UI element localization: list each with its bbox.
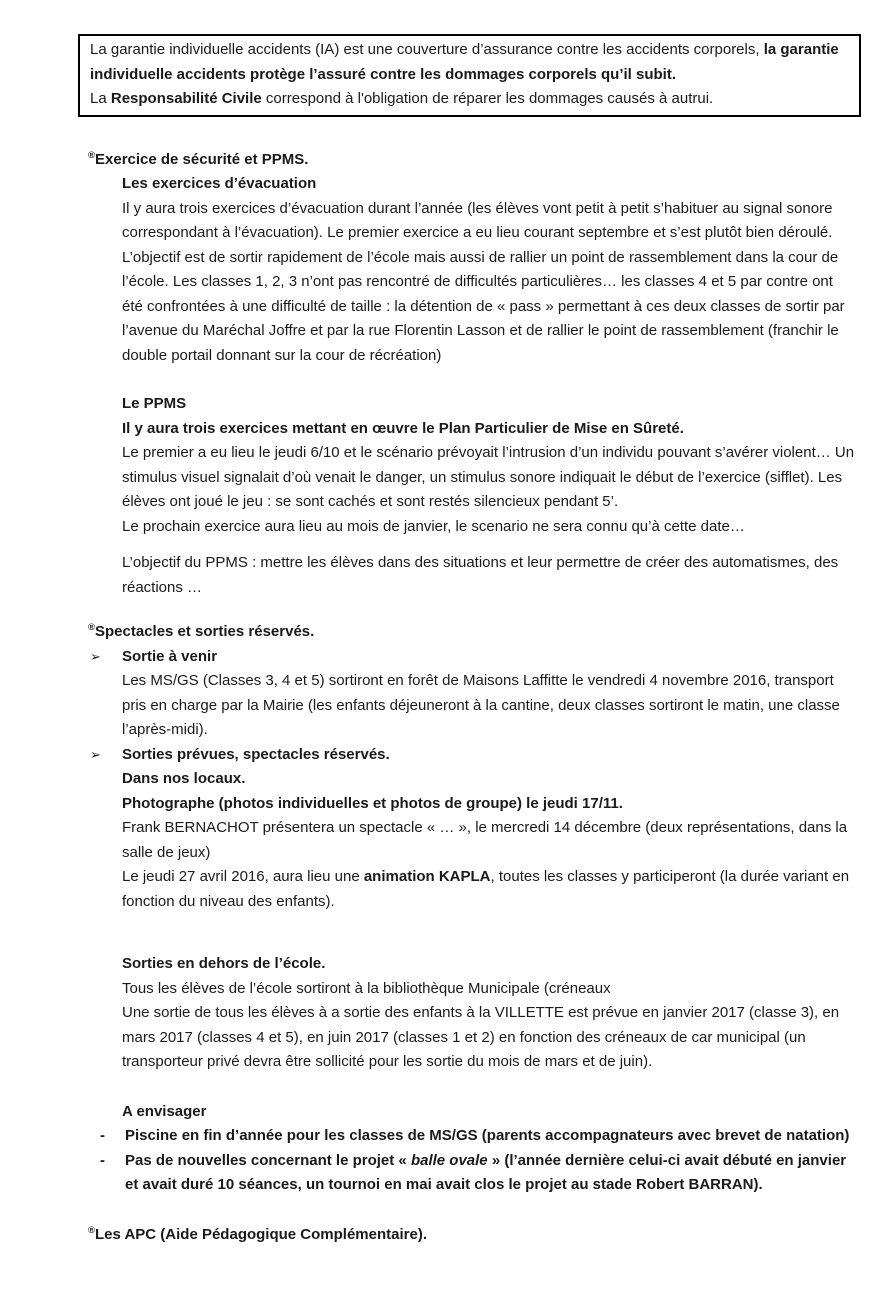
ppms-heading: Le PPMS bbox=[122, 395, 187, 412]
balle-ovale-italic-text: balle ovale bbox=[410, 1151, 488, 1169]
insurance-notice-box bbox=[78, 34, 861, 117]
ppms-next-exercise-line: Le prochain exercice aura lieu au mois de janvier, le scenario ne sera connu qu’à cette date… bbox=[122, 517, 745, 535]
balle-ovale-item bbox=[100, 1149, 856, 1198]
a-envisager-heading: A envisager bbox=[122, 1102, 207, 1120]
villette-paragraph: Une sortie de tous les élèves à a sortie des enfants à la VILLETTE est prévue en janvier 2017 (classe 3), en mars 2017 (classes 4 et 5), en juin 2017 (classes 1 et 2) en fonction des créneaux de car municipal (un transporteur privé devra être sollicité pour les sortie du mois de mars et de juin). bbox=[122, 1004, 840, 1070]
ppms-objective-paragraph: L’objectif du PPMS : mettre les élèves dans des situations et leur permettre de créer des automatismes, des réactions … bbox=[122, 554, 839, 596]
notice-responsabilite-pre-text: La bbox=[90, 90, 111, 107]
arrow-bullet-icon: ➢ bbox=[90, 648, 101, 664]
dans-nos-locaux-heading: Dans nos locaux. bbox=[122, 770, 246, 787]
document-page bbox=[0, 34, 892, 1308]
section-title-apc-label: Les APC (Aide Pédagogique Complémentaire). bbox=[95, 1225, 427, 1243]
arrow-bullet-icon: ➢ bbox=[90, 746, 101, 762]
section-title-security-label: Exercice de sécurité et PPMS. bbox=[95, 150, 309, 168]
balle-ovale-post-text: » (l’année dernière celui-ci avait débuté en janvier et avait duré 10 séances, un tournoi en mai avait clos le projet au stade Robert BARRAN). bbox=[125, 1151, 847, 1193]
notice-responsabilite-post-text: correspond à l'obligation de réparer les dommages causés à autrui. bbox=[261, 90, 714, 107]
kapla-bold-text: animation KAPLA bbox=[363, 868, 491, 885]
registered-bullet-icon: ® bbox=[88, 1224, 95, 1236]
section-title-spectacles bbox=[88, 620, 858, 645]
evacuation-heading: Les exercices d’évacuation bbox=[122, 175, 317, 192]
sortie-a-venir-item bbox=[90, 645, 855, 670]
sortie-a-venir-paragraph: Les MS/GS (Classes 3, 4 et 5) sortiront en forêt de Maisons Laffitte le vendredi 4 novembre 2016, transport pris en charge par la Mairie (les enfants déjeuneront à la cantine, deux classes sortiront le matin, une classe l’après-midi). bbox=[122, 672, 840, 738]
kapla-post-text: , toutes les classes y participeront (la durée variant en fonction du niveau des enfants). bbox=[122, 868, 850, 910]
registered-bullet-icon: ® bbox=[88, 622, 95, 633]
ppms-paragraph: Le premier a eu lieu le jeudi 6/10 et le scénario prévoyait l’intrusion d’un individu pouvant s’avérer violent… Un stimulus visuel signalait d’où venait le danger, un stimulus sonore indiquait le début de l’exercice (sifflet). Les élèves ont joué le jeu : se sont cachés et sont restés silencieux pendant 5’. bbox=[122, 444, 855, 510]
ppms-intro-line: Il y aura trois exercices mettant en œuvre le Plan Particulier de Mise en Sûreté. bbox=[122, 419, 684, 437]
evacuation-paragraph: Il y aura trois exercices d’évacuation durant l’année (les élèves vont petit à petit s’habituer au signal sonore correspondant à l’évacuation). Le premier exercice a eu lieu courant septembre et s’est plutôt bien déroulé. L’objectif est de sortir rapidement de l’école mais aussi de rallier un point de rassemblement dans la cour de l’école. Les classes 1, 2, 3 n’ont pas rencontré de difficultés particulières… les classes 4 et 5 par contre ont été confrontées à une difficulté de taille : la détention de « pass » permettant à ces deux classes de sortir par l’avenue du Maréchal Joffre et par la rue Florentin Lasson et de rallier le point de rassemblement (franchir le double portail donnant sur la cour de récréation) bbox=[122, 199, 845, 364]
notice-paragraph-garantie bbox=[90, 38, 849, 87]
bibliotheque-line: Tous les élèves de l’école sortiront à la bibliothèque Municipale (créneaux bbox=[122, 979, 611, 997]
sorties-prevues-item bbox=[90, 743, 855, 768]
bernachot-paragraph: Frank BERNACHOT présentera un spectacle « … », le mercredi 14 décembre (deux représentations, dans la salle de jeux) bbox=[122, 819, 848, 861]
piscine-item bbox=[100, 1124, 856, 1149]
sortie-a-venir-heading: Sortie à venir bbox=[122, 647, 218, 665]
notice-paragraph-responsabilite bbox=[90, 87, 849, 112]
notice-responsabilite-bold-text: Responsabilité Civile bbox=[110, 90, 262, 107]
registered-bullet-icon: ® bbox=[88, 149, 95, 161]
section-title-spectacles-label: Spectacles et sorties réservés. bbox=[95, 623, 315, 640]
balle-ovale-pre-text: Pas de nouvelles concernant le projet « bbox=[125, 1151, 411, 1169]
notice-garantie-normal-text: La garantie individuelle accidents (IA) est une couverture d’assurance contre les accidents corporels, bbox=[90, 41, 764, 58]
balle-ovale-item-text bbox=[125, 1149, 856, 1198]
kapla-pre-text: Le jeudi 27 avril 2016, aura lieu une bbox=[122, 868, 364, 885]
sorties-dehors-heading: Sorties en dehors de l’école. bbox=[122, 955, 326, 972]
kapla-paragraph bbox=[122, 865, 855, 914]
sorties-prevues-heading: Sorties prévues, spectacles réservés. bbox=[122, 745, 390, 763]
notice-garantie-bold-text: la garantie individuelle accidents protège l’assuré contre les dommages corporels qu’il subit. bbox=[90, 41, 839, 83]
dash-bullet-icon: - bbox=[100, 1127, 105, 1144]
photographe-line: Photographe (photos individuelles et photos de groupe) le jeudi 17/11. bbox=[122, 794, 623, 812]
dash-bullet-icon: - bbox=[100, 1151, 105, 1169]
section-title-apc bbox=[88, 1223, 858, 1248]
piscine-item-text: Piscine en fin d’année pour les classes de MS/GS (parents accompagnateurs avec brevet de natation) bbox=[125, 1127, 850, 1144]
section-title-security bbox=[88, 148, 858, 173]
